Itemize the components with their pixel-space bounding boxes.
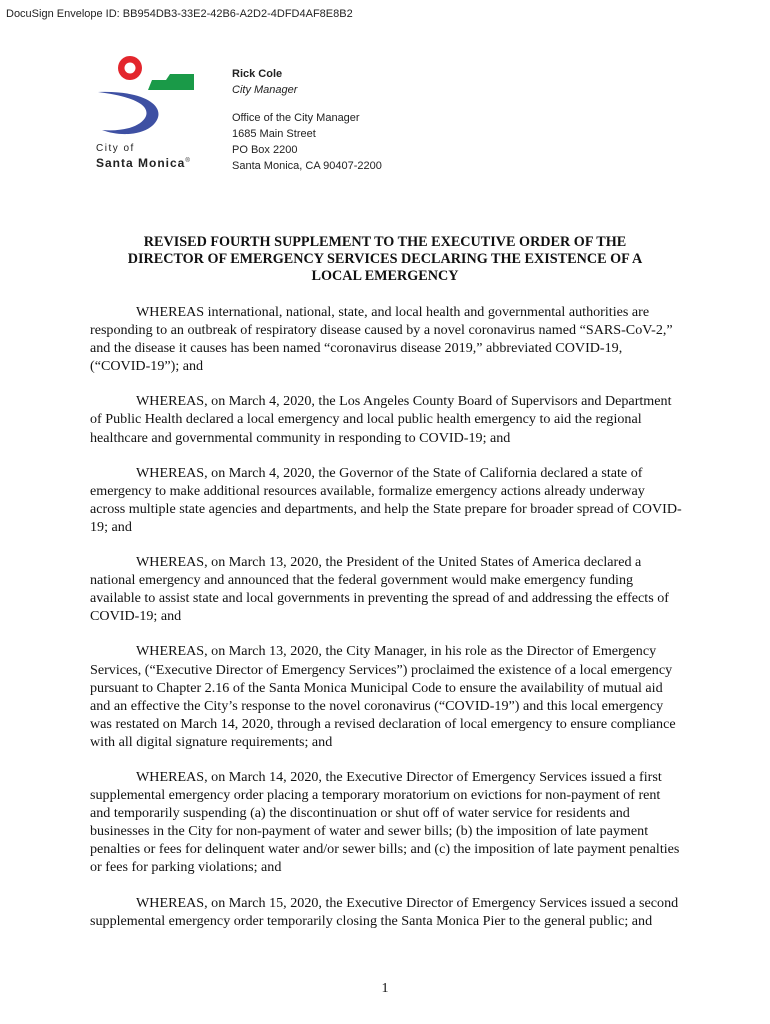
logo-wave: [98, 92, 158, 134]
address-line: Santa Monica, CA 90407-2200: [232, 160, 382, 172]
document-title: REVISED FOURTH SUPPLEMENT TO THE EXECUTIVE ORDER OF THE DIRECTOR OF EMERGENCY SERVICES DECLARING THE EXISTENCE OF A LOCAL EMERGENCY: [127, 234, 643, 284]
logo-name-text: Santa Monica®: [96, 156, 191, 170]
document-body: [90, 303, 682, 947]
contact-name: Rick Cole: [232, 68, 283, 80]
address-line: PO Box 2200: [232, 144, 298, 156]
logo-hills: [148, 74, 194, 90]
address-line: 1685 Main Street: [232, 128, 316, 140]
address-line: Office of the City Manager: [232, 112, 360, 124]
whereas-paragraph: WHEREAS, on March 15, 2020, the Executive Director of Emergency Services issued a second supplemental emergency order temporarily closing the Santa Monica Pier to the general public; and: [90, 894, 679, 929]
contact-block: [232, 66, 382, 174]
whereas-paragraph: WHEREAS, on March 14, 2020, the Executive Director of Emergency Services issued a first supplemental emergency order placing a temporary moratorium on evictions for non-payment of rent and temporarily suspending (a) the discontinuation or shut off of water service for residents and businesses in the City for non-payment of water and sewer bills; (b) the imposition of late payment penalties or fees for delinquent water and/or sewer bills; and (c) the imposition of late payment penalties or fees for parking violations; and: [90, 768, 680, 876]
docusign-envelope-id: DocuSign Envelope ID: BB954DB3-33E2-42B6-A2D2-4DFD4AF8E8B2: [6, 8, 353, 20]
whereas-paragraph: WHEREAS, on March 4, 2020, the Los Angeles County Board of Supervisors and Department of Public Health declared a local emergency and local public health emergency to aid the regional healthcare and governmental community in responding to COVID-19; and: [90, 393, 672, 446]
whereas-paragraph: WHEREAS, on March 13, 2020, the City Manager, in his role as the Director of Emergency Services, (“Executive Director of Emergency Services”) proclaimed the existence of a local emergency pursuant to Chapter 2.16 of the Santa Monica Municipal Code to ensure the availability of mutual aid and an effective the City’s response to the novel coronavirus (“COVID-19”) and this local emergency was restated on March 14, 2020, through a revised declaration of local emergency to ensure compliance with all digital signature requirements; and: [90, 643, 676, 750]
whereas-paragraph: WHEREAS international, national, state, and local health and governmental authorities are responding to an outbreak of respiratory disease caused by a novel coronavirus named “SARS-CoV-2,” and the disease it causes has been named “coronavirus disease 2019,” abbreviated COVID-19, (“COVID-19”); and: [90, 304, 673, 375]
whereas-paragraph: WHEREAS, on March 4, 2020, the Governor of the State of California declared a state of emergency to make additional resources available, formalize emergency actions already underway across multiple state agencies and departments, and help the State prepare for broader spread of COVID-19; and: [90, 464, 682, 535]
contact-role: City Manager: [232, 84, 298, 96]
page-number: 1: [381, 981, 389, 996]
logo-city-text: City of: [96, 143, 135, 154]
whereas-paragraph: WHEREAS, on March 13, 2020, the President of the United States of America declared a national emergency and announced that the federal government would make emergency funding available to assist state and local governments in preventing the spread of and addressing the effects of COVID-19; and: [90, 554, 669, 625]
